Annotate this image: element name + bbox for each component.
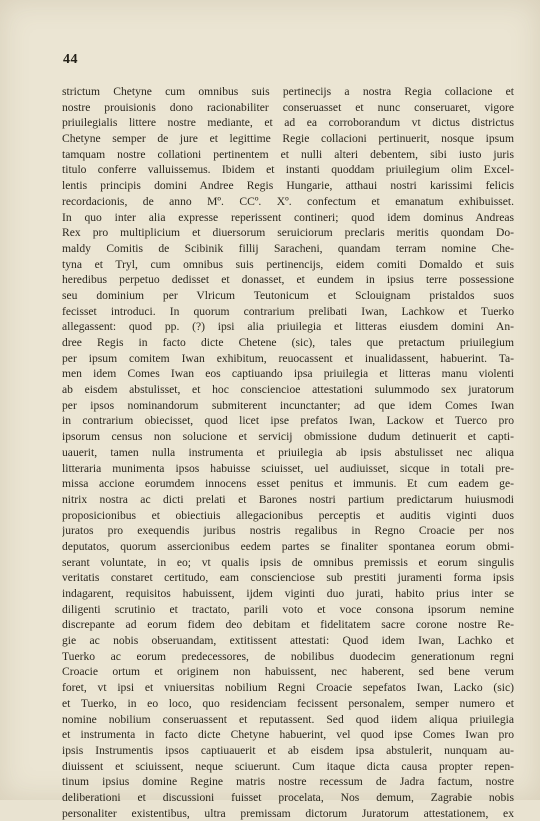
- text-line: ab eisdem abstulisset, et hoc consciencioe attestationi sulummodo sex juratorum: [62, 383, 514, 397]
- text-line: personaliter existentibus, ultra premissam dictorum Juratorum attestationem, ex: [62, 806, 514, 820]
- text-line: ipsorum census non solucione et servicij obmissione dudum detinuerit et capti-: [62, 430, 514, 444]
- text-line: Tuerko ac eorum predecessores, de nobilibus duodecim generationum regni: [62, 649, 514, 663]
- text-line: foret, vt ipsi et vniuersitas nobilium Regni Croacie sepefatos Iwan, Lacko (sic): [62, 681, 514, 695]
- text-line: nitrix nostra ac dicti prelati et Barones nostri partium predictarum huiusmodi: [62, 492, 514, 506]
- text-line: dree Regis in facto dicte Chetene (sic), tales que pretactum priuilegium: [62, 336, 514, 349]
- text-line: Croacie ortum et originem non habuissent, nec haberent, sed bene verum: [62, 665, 514, 679]
- text-line: et Tuerko, in eo loco, quo residenciam fecissent personalem, semper numero et: [62, 696, 514, 710]
- text-line: juratos pro exequendis juribus nostris regalibus in Regno Croacie per nos: [62, 524, 514, 538]
- text-line: tyna et Tryl, cum omnibus suis pertinencijs, eidem comiti Domaldo et suis: [62, 257, 514, 271]
- text-line: recordacionis, de anno Mº. CCº. Xº. confectum et emanatum exhibuisset.: [62, 194, 514, 208]
- text-line: gie ac nobis obseruandam, extitissent attestati: Quod idem Iwan, Lachko et: [62, 634, 514, 648]
- text-line: maldy Comitis de Scibinik fillij Saracheni, quandam terram nomine Che-: [62, 241, 514, 255]
- text-line: nomine nobilium conseruassent et reputassent. Sed quod iidem aliqua priuilegia: [62, 712, 514, 726]
- text-line: priuilegialis littere nostre mediante, et ad ea corroborandum vt dictus districtus: [62, 116, 514, 130]
- text-line: per ipsum comitem Iwan exhibitum, reuocassent et inualidassent, habuerint. Ta-: [62, 351, 514, 365]
- text-line: uauerit, tamen nulla instrumenta et priuilegia ab ipsis abstulisset nec aliqua: [62, 445, 514, 459]
- text-line: strictum Chetyne cum omnibus suis pertinecijs a nostra Regia collacione et: [62, 85, 514, 98]
- text-line: Rex pro multiplicium et diuersorum seruiciorum preclaris meritis quondam Do-: [62, 226, 514, 240]
- text-line: deputatos, quorum assercionibus eedem partes se finaliter spontanea eorum obmi-: [62, 539, 514, 553]
- text-line: fecisset introduci. In quorum contrarium prelibati Iwan, Lachkow et Tuerko: [62, 304, 514, 318]
- text-line: ipsis Instrumentis ipsos captiuauerit et ab eisdem ipsa abstulerit, nunquam au-: [62, 743, 514, 757]
- text-line: diligenti scrutinio et tractato, parili voto et voce consona ipsorum nemine: [62, 602, 514, 616]
- text-line: discrepante ad eorum fidem deo debitam et fidelitatem sacre corone nostre Re-: [62, 618, 514, 632]
- body-text: [62, 84, 514, 821]
- text-line: et instrumenta in facto dicte Chetyne habuerint, vel quod ipse Comes Iwan pro: [62, 728, 514, 742]
- text-line: titulo conferre valluissemus. Ibidem et instanti quoddam priuilegium olim Excel-: [62, 163, 514, 177]
- text-line: seu dominium per Vlricum Teutonicum et Sclouignam pristaldos suos: [62, 288, 514, 302]
- text-line: missa accione eorumdem innocens esset penitus et immunis. Et cum eadem ge-: [62, 477, 514, 491]
- text-line: heredibus perpetuo dedisset et donasset, et eundem in ipsius terre possessione: [62, 273, 514, 287]
- text-line: proposicionibus et obiectiuis allegacionibus perceptis et auditis viginti duos: [62, 508, 514, 522]
- text-line: deliberationi et discussioni fuisset procelata, Nos demum, Zagrabie nobis: [62, 790, 514, 804]
- page-number: 44: [63, 52, 78, 67]
- text-line: allegassent: quod pp. (?) ipsi alia priuilegia et litteras eiusdem domini An-: [62, 320, 514, 334]
- text-line: diuissent et sciuissent, neque sciuerunt. Cum itaque dicta causa propter repen-: [62, 759, 514, 773]
- text-line: litteraria munimenta ipsos habuisse sciuisset, uel audiuisset, sicque in totali pre-: [62, 461, 514, 475]
- text-line: indagarent, requisitos habuissent, ijdem viginti duo jurati, habito prius inter se: [62, 587, 514, 600]
- text-line: veritatis constaret certitudo, eam conscienciose sub prestiti juramenti forma ipsis: [62, 571, 514, 585]
- text-line: men idem Comes Iwan eos captiuando ipsa priuilegia et litteras manu violenti: [62, 367, 514, 381]
- text-line: In quo inter alia expresse reperissent contineri; quod idem dominus Andreas: [62, 210, 514, 224]
- text-line: tamquam nostre collationi pertinentem et nulli alteri debentem, sibi iusto juris: [62, 147, 514, 161]
- text-line: nostre prouisionis dono racionabiliter conseruasset et nunc conseruaret, vigore: [62, 100, 514, 114]
- text-line: in contrarium obiecisset, quod licet ipse prefatos Iwan, Lackow et Tuerco pro: [62, 414, 514, 428]
- text-line: lentis principis domini Andree Regis Hungarie, atthaui nostri karissimi felicis: [62, 179, 514, 193]
- text-line: tinum ipsius domine Regine matris nostre recessum de Jadra factum, nostre: [62, 775, 514, 789]
- text-line: Chetyne semper de jure et legittime Regie collacioni pertinuerit, nosque ipsum: [62, 132, 514, 146]
- text-line: serant voluntate, in eo; vt qualis ipsis de omnibus premissis et eorum singulis: [62, 555, 514, 569]
- text-line: per ipsos nominandorum submiterent incunctanter; ad que idem Comes Iwan: [62, 398, 514, 412]
